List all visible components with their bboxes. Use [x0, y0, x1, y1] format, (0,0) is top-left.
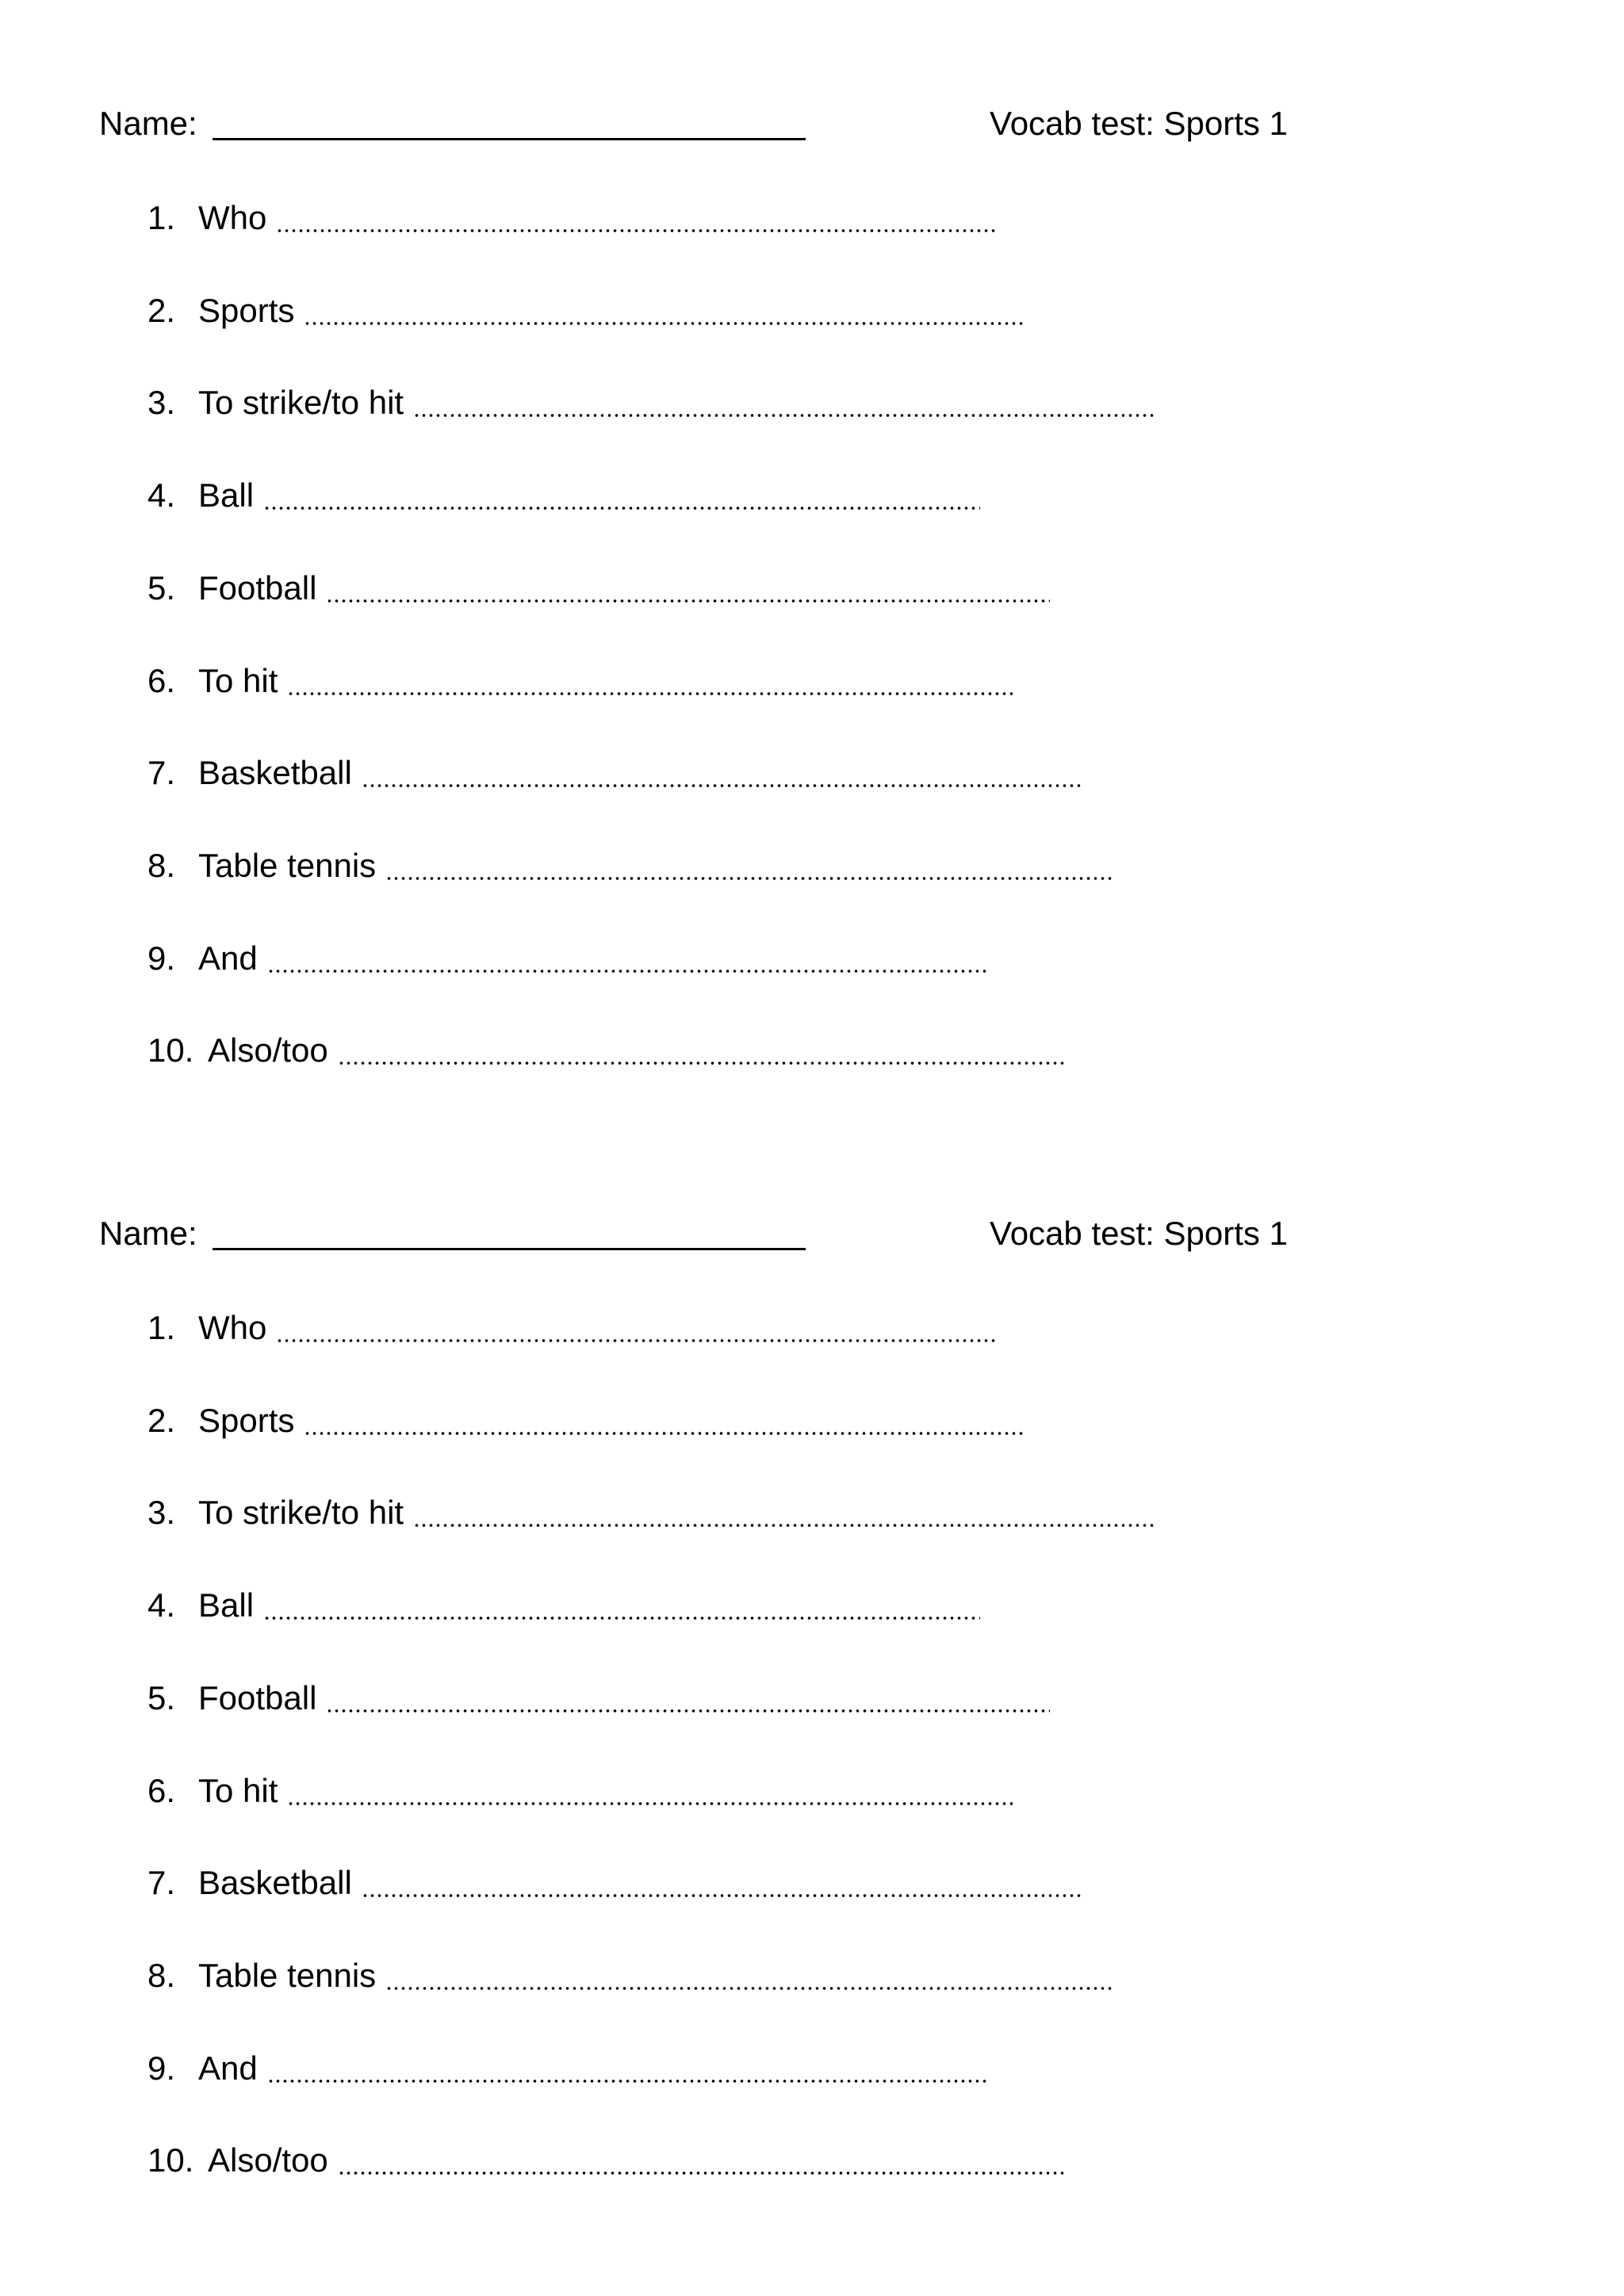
test-sheet-1	[0, 0, 1624, 1110]
item-word: Table tennis	[198, 1956, 377, 1994]
item-word: Football	[198, 568, 317, 607]
answer-dot-line[interactable]	[413, 1524, 1156, 1527]
item-word: Also/too	[208, 2141, 328, 2179]
item-word: Sports	[198, 291, 295, 329]
answer-dot-line[interactable]	[385, 877, 1113, 880]
answer-dot-line[interactable]	[304, 1432, 1023, 1435]
name-label: Name:	[99, 1215, 197, 1252]
test-title: Vocab test: Sports 1	[990, 1215, 1288, 1252]
item-number: 10.	[147, 2141, 194, 2179]
item-word: To strike/to hit	[198, 1494, 404, 1532]
item-word: To hit	[198, 661, 278, 699]
vocab-item	[0, 2046, 1624, 2091]
name-label: Name:	[99, 105, 197, 142]
item-number: 3.	[147, 384, 176, 422]
item-number: 3.	[147, 1494, 176, 1532]
item-word: To strike/to hit	[198, 384, 404, 422]
item-word: Ball	[198, 476, 255, 515]
test-title: Vocab test: Sports 1	[990, 105, 1288, 142]
answer-dot-line[interactable]	[267, 970, 986, 973]
vocab-item	[0, 2138, 1624, 2183]
vocab-item	[0, 566, 1624, 610]
answer-dot-line[interactable]	[362, 1894, 1083, 1897]
vocab-item	[0, 1028, 1624, 1073]
item-word: And	[198, 2049, 258, 2087]
vocab-item	[0, 1676, 1624, 1720]
item-number: 7.	[147, 1864, 176, 1902]
item-word: Ball	[198, 1586, 255, 1624]
item-word: Basketball	[198, 1864, 352, 1902]
vocab-item	[0, 1769, 1624, 1813]
answer-dot-line[interactable]	[287, 692, 1013, 695]
item-number: 2.	[147, 1401, 176, 1439]
vocab-item	[0, 1306, 1624, 1350]
item-word: Who	[198, 199, 267, 236]
item-number: 4.	[147, 476, 176, 515]
answer-dot-line[interactable]	[413, 414, 1156, 417]
answer-dot-line[interactable]	[338, 2172, 1067, 2175]
vocab-item	[0, 844, 1624, 888]
vocab-item	[0, 1399, 1624, 1443]
vocab-item	[0, 1490, 1624, 1535]
item-number: 1.	[147, 199, 176, 236]
item-word: To hit	[198, 1771, 278, 1809]
vocab-item	[0, 381, 1624, 425]
vocab-item	[0, 936, 1624, 981]
item-word: Sports	[198, 1401, 295, 1439]
item-number: 6.	[147, 661, 176, 699]
vocab-item	[0, 473, 1624, 518]
answer-dot-line[interactable]	[326, 599, 1050, 603]
answer-dot-line[interactable]	[362, 784, 1083, 787]
item-number: 9.	[147, 939, 176, 977]
item-word: Table tennis	[198, 846, 377, 884]
item-number: 8.	[147, 846, 176, 884]
vocab-item	[0, 751, 1624, 795]
vocab-item	[0, 196, 1624, 240]
vocab-item	[0, 289, 1624, 333]
answer-dot-line[interactable]	[287, 1802, 1013, 1805]
item-number: 8.	[147, 1956, 176, 1994]
answer-dot-line[interactable]	[263, 507, 980, 510]
item-number: 1.	[147, 1309, 176, 1346]
item-number: 2.	[147, 291, 176, 329]
vocab-item	[0, 1583, 1624, 1628]
test-sheet-2	[0, 1110, 1624, 2220]
item-word: And	[198, 939, 258, 977]
item-word: Also/too	[208, 1031, 328, 1070]
answer-dot-line[interactable]	[267, 2080, 986, 2083]
vocab-item	[0, 659, 1624, 703]
vocab-item	[0, 1861, 1624, 1905]
item-number: 9.	[147, 2049, 176, 2087]
item-number: 10.	[147, 1031, 194, 1070]
answer-dot-line[interactable]	[276, 229, 998, 232]
answer-dot-line[interactable]	[304, 322, 1023, 325]
answer-dot-line[interactable]	[276, 1339, 998, 1342]
vocab-item	[0, 1954, 1624, 1998]
item-word: Basketball	[198, 754, 352, 792]
item-word: Football	[198, 1678, 317, 1716]
item-number: 4.	[147, 1586, 176, 1624]
name-field-line[interactable]	[213, 138, 806, 140]
item-number: 6.	[147, 1771, 176, 1809]
item-number: 5.	[147, 568, 176, 607]
answer-dot-line[interactable]	[338, 1062, 1067, 1065]
answer-dot-line[interactable]	[326, 1709, 1050, 1712]
item-word: Who	[198, 1309, 267, 1346]
name-field-line[interactable]	[213, 1248, 806, 1250]
item-number: 7.	[147, 754, 176, 792]
answer-dot-line[interactable]	[263, 1617, 980, 1620]
answer-dot-line[interactable]	[385, 1987, 1113, 1990]
item-number: 5.	[147, 1678, 176, 1716]
